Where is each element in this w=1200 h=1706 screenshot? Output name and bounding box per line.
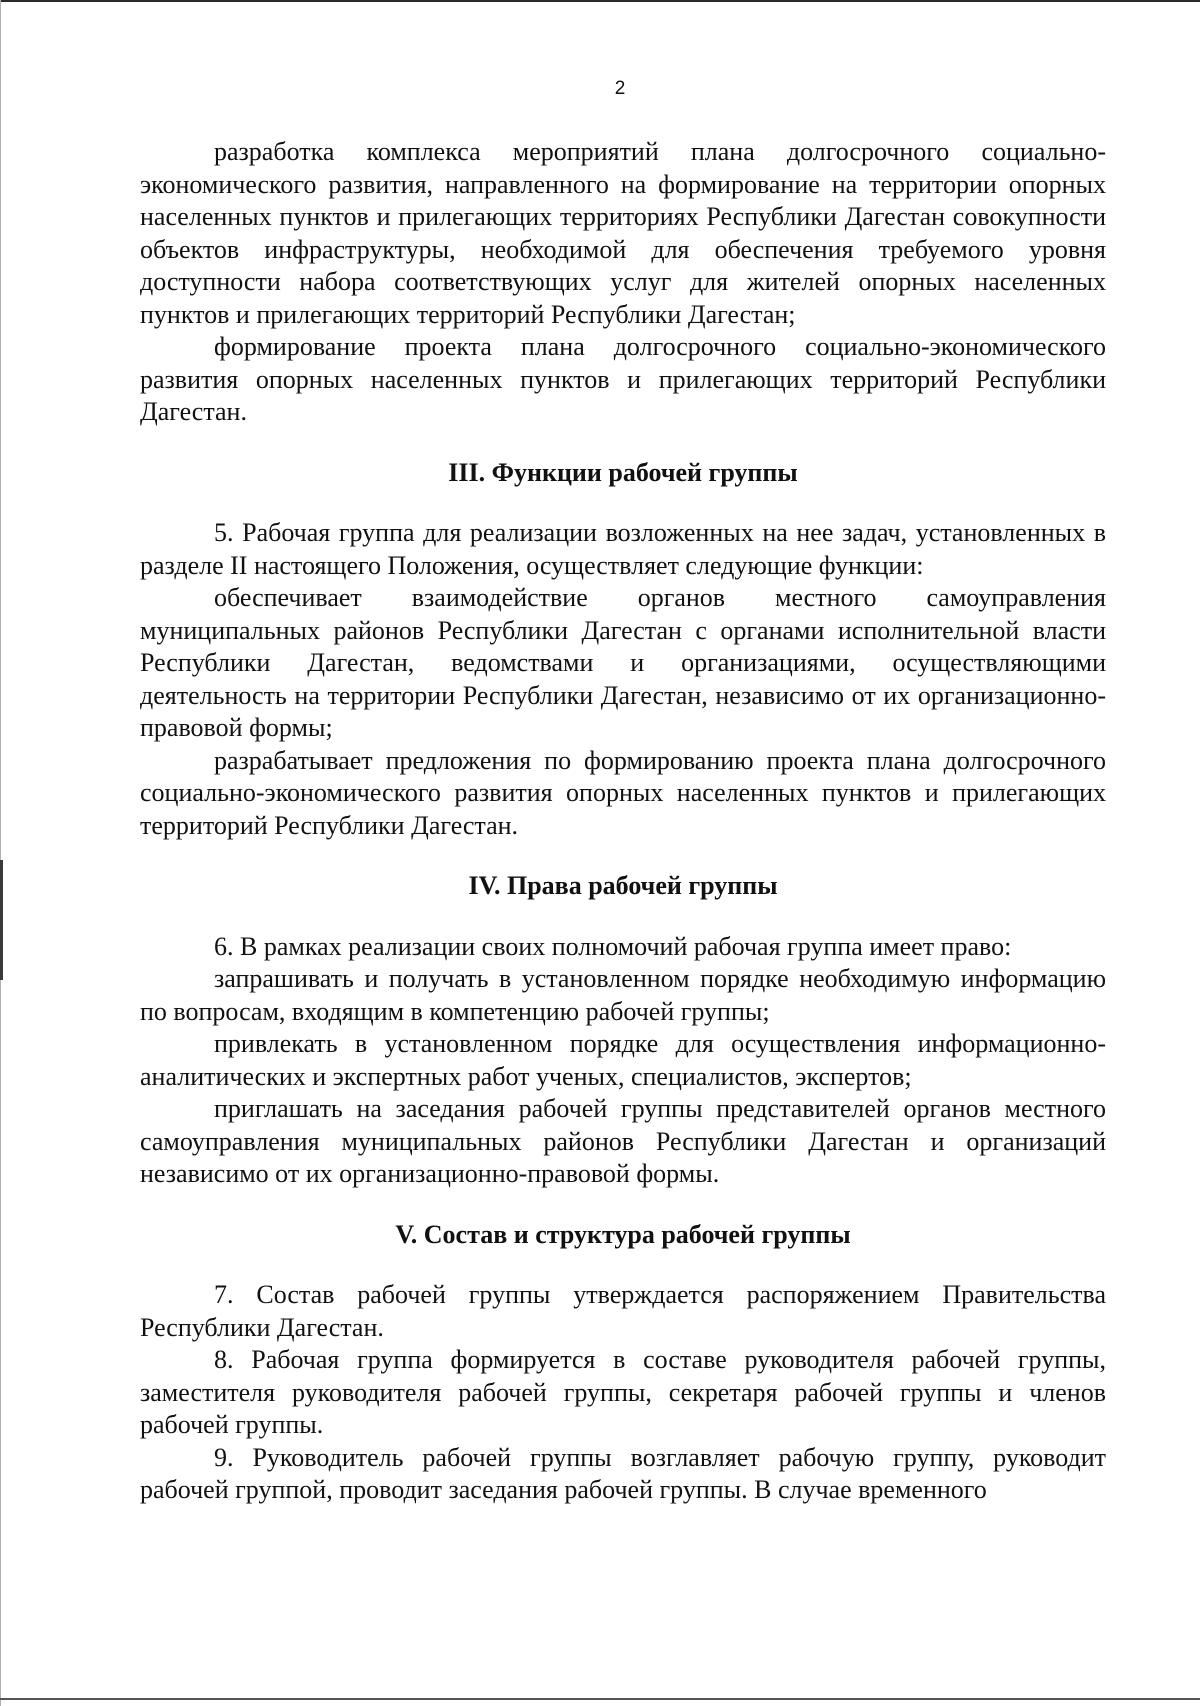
paragraph: обеспечивает взаимодействие органов местного самоуправления муниципальных районов Республики Дагестан с органами исполнительной власти Республики Дагестан, ведомствами и организациями, осуществляющими деятельность на территории Республики Дагестан, независимо от их организационно-правовой формы; xyxy=(140,583,1106,742)
scan-mark-left xyxy=(0,860,3,980)
paragraph: 6. В рамках реализации своих полномочий рабочая группа имеет право: xyxy=(214,931,1012,961)
scan-edge-left xyxy=(0,0,1,1706)
paragraph: формирование проекта плана долгосрочного социально-экономического развития опорных населенных пунктов и прилегающих территорий Республики Дагестан. xyxy=(140,332,1106,426)
paragraph: разрабатывает предложения по формированию проекта плана долгосрочного социально-экономического развития опорных населенных пунктов и прилегающих территорий Республики Дагестан. xyxy=(140,745,1106,840)
scan-bottom-line xyxy=(0,1698,1200,1700)
paragraph: 7. Состав рабочей группы утверждается распоряжением Правительства Республики Дагестан. xyxy=(140,1280,1106,1342)
page-number: 2 xyxy=(614,78,626,99)
paragraph: разработка комплекса мероприятий плана долгосрочного социально-экономического развития, направленного на формирование на территории опорных населенных пунктов и прилегающих территориях Республики Дагестан совокупности объектов инфраструктуры, необходимой для обеспечения требуемого уровня доступности набора соответствующих услуг для жителей опорных населенных пунктов и прилегающих территорий Республики Дагестан; xyxy=(140,137,1106,329)
paragraph: 5. Рабочая группа для реализации возложенных на нее задач, установленных в разделе II настоящего Положения, осуществляет следующие функции: xyxy=(140,518,1106,580)
paragraph: запрашивать и получать в установленном порядке необходимую информацию по вопросам, входящим в компетенцию рабочей группы; xyxy=(140,964,1106,1026)
document-body xyxy=(140,136,1106,1507)
section-heading-3: III. Функции рабочей группы xyxy=(448,457,798,487)
paragraph: приглашать на заседания рабочей группы представителей органов местного самоуправления муниципальных районов Республики Дагестан и организаций независимо от их организационно-правовой формы. xyxy=(140,1094,1106,1188)
paragraph: 9. Руководитель рабочей группы возглавляет рабочую группу, руководит рабочей группой, проводит заседания рабочей группы. В случае временного xyxy=(140,1442,1106,1504)
section-heading-5: V. Состав и структура рабочей группы xyxy=(395,1219,851,1249)
scan-edge-top xyxy=(0,0,1200,2)
paragraph: привлекать в установленном порядке для осуществления информационно-аналитических и экспертных работ ученых, специалистов, экспертов; xyxy=(140,1029,1106,1091)
paragraph: 8. Рабочая группа формируется в составе руководителя рабочей группы, заместителя руководителя рабочей группы, секретаря рабочей группы и членов рабочей группы. xyxy=(140,1345,1106,1439)
section-heading-4: IV. Права рабочей группы xyxy=(468,871,778,900)
